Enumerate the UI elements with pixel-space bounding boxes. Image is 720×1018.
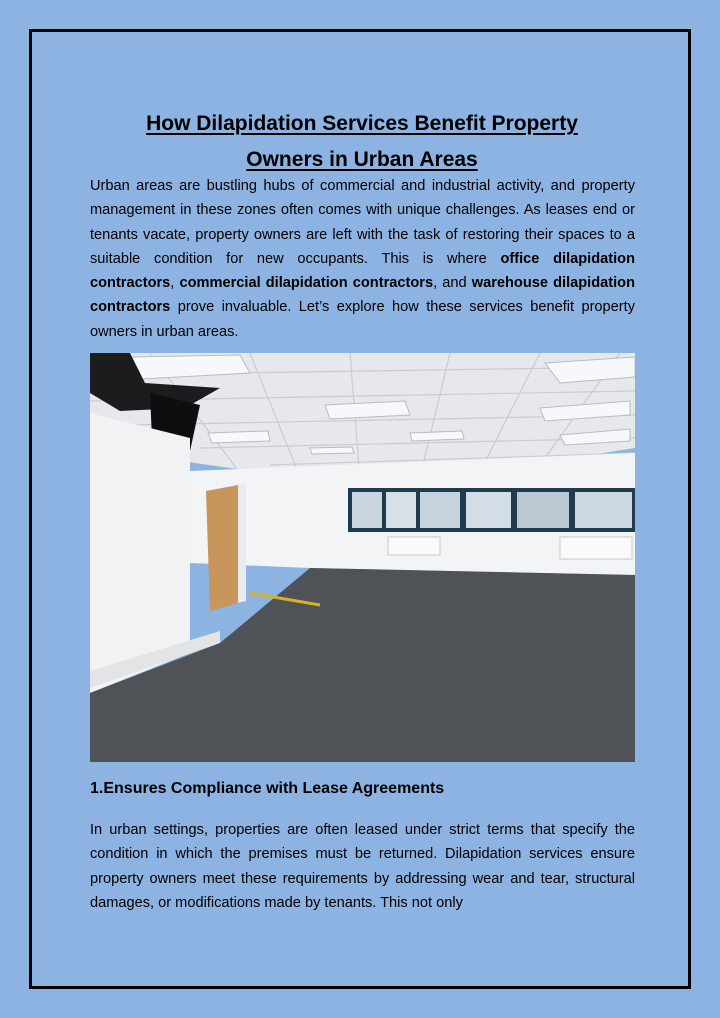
- radiator-left: [388, 537, 440, 555]
- office-contractors-bold: office dilapidation contractors: [90, 250, 635, 292]
- page-title: [92, 106, 632, 178]
- office-photo: [90, 353, 635, 762]
- intro-sep-2: , and: [433, 275, 472, 292]
- office-photo-illustration: [90, 353, 635, 762]
- warehouse-contractors-bold: warehouse dilapidation contractors: [90, 275, 636, 316]
- intro-sep-1: ,: [170, 275, 180, 292]
- windows: [348, 488, 635, 532]
- title-line-2: Owners in Urban Areas: [246, 148, 478, 172]
- radiator-right: [560, 537, 632, 559]
- title-line-1: How Dilapidation Services Benefit Property: [146, 112, 578, 136]
- section-1-heading: 1.Ensures Compliance with Lease Agreements: [90, 780, 445, 797]
- commercial-contractors-bold: commercial dilapidation contractors: [179, 275, 434, 292]
- intro-text-2: prove invaluable. Let’s explore how these services benefit property owners in urban areas.: [90, 299, 635, 340]
- page-frame: [29, 29, 691, 989]
- door: [206, 485, 238, 611]
- intro-text-1: Urban areas are bustling hubs of commercial and industrial activity, and property management in these zones often comes with unique challenges. As leases end or tenants vacate, property owners are left with the task of restoring their spaces to a suitable condition for new occupants. This is where: [90, 178, 635, 267]
- section-1-paragraph: In urban settings, properties are often leased under strict terms that specify the condition in which the premises must be returned. Dilapidation services ensure property owners meet these requirements by addressing wear and tear, structural damages, or modifications made by tenants. This not only: [90, 822, 635, 911]
- intro-paragraph: [90, 174, 635, 344]
